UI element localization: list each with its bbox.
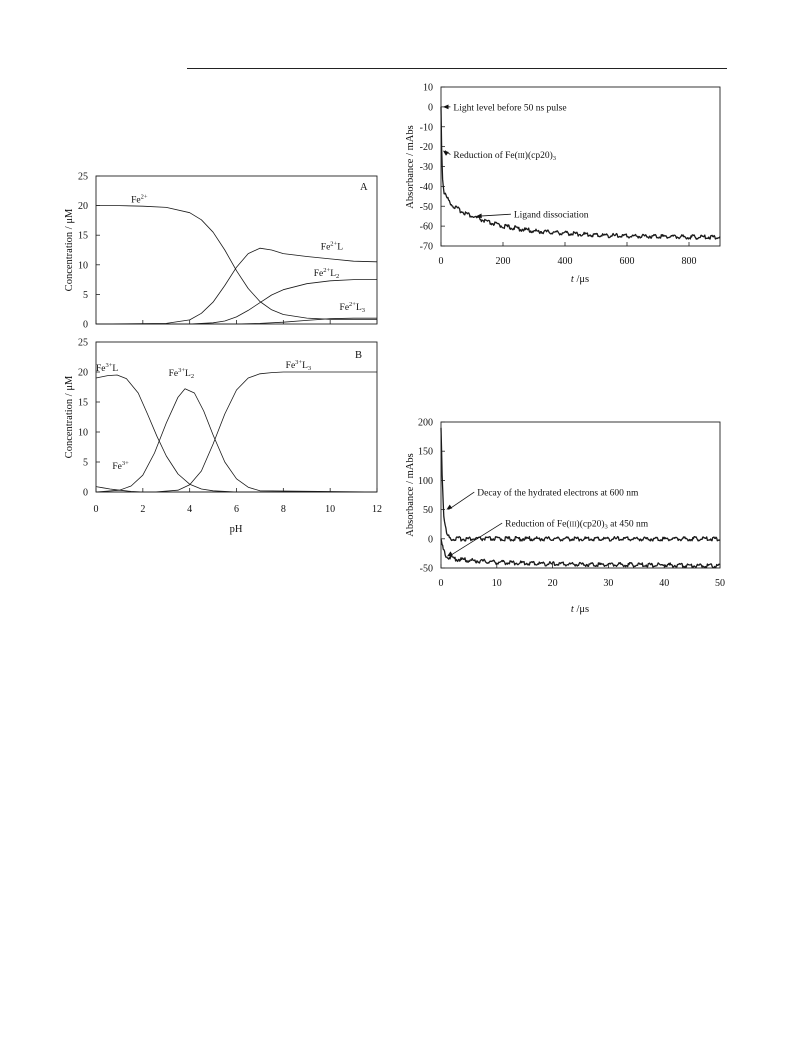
x-tick-label: 30 (603, 578, 614, 589)
panel-letter: B (355, 350, 363, 361)
y-tick-label: 5 (83, 289, 88, 301)
y-tick-label: 20 (78, 201, 88, 213)
y-tick-label: 50 (423, 505, 433, 517)
y-tick-label: -10 (419, 122, 433, 134)
annotation-label: Ligand dissociation (513, 210, 589, 221)
series-label: $Fe^{3+}L_2$ (168, 367, 195, 381)
annotation-arrow-line (448, 492, 474, 510)
y-tick-label: 150 (418, 446, 433, 458)
y-tick-label: 15 (78, 230, 88, 242)
series-line-4 (96, 372, 377, 492)
x-tick-label: 6 (234, 504, 239, 515)
x-tick-label: 8 (280, 504, 286, 515)
y-axis-title: Absorbance / mAbs (405, 453, 416, 537)
y-axis-title: Concentration / μM (64, 208, 75, 292)
x-tick-label: 12 (372, 504, 382, 515)
series-line-2 (96, 375, 377, 492)
series-label: $Fe^{2+}L$ (320, 240, 344, 253)
series-label: $Fe^{2+}$ (131, 193, 148, 206)
y-tick-label: 10 (78, 427, 88, 439)
y-tick-label: 25 (78, 337, 88, 349)
x-tick-label: 200 (495, 256, 511, 267)
y-tick-label: -20 (419, 142, 433, 154)
series-label: $Fe^{3+}L$ (96, 361, 119, 374)
plot-frame (96, 342, 377, 492)
chart-panel-1 (64, 172, 377, 331)
x-tick-label: 2 (140, 504, 146, 515)
x-tick-label: 0 (93, 504, 99, 515)
y-tick-label: 100 (418, 475, 433, 487)
x-tick-label: 400 (557, 256, 573, 267)
annotation-arrow-line (478, 214, 511, 216)
x-tick-label: 4 (187, 504, 193, 515)
y-tick-label: 15 (78, 397, 88, 409)
y-tick-label: 0 (428, 102, 433, 114)
y-tick-label: -50 (419, 201, 433, 213)
y-tick-label: -30 (419, 162, 433, 173)
y-tick-label: 10 (78, 260, 88, 272)
y-tick-label: -40 (419, 181, 433, 193)
chart-panel-2 (64, 338, 382, 536)
y-tick-label: 0 (83, 487, 88, 499)
y-tick-label: -50 (419, 563, 433, 575)
annotation-arrow-head (443, 151, 449, 156)
y-tick-label: -60 (419, 221, 433, 233)
series-line-3 (96, 389, 377, 492)
x-tick-label: 800 (681, 256, 697, 267)
x-tick-label: 50 (715, 578, 725, 589)
x-tick-label: 10 (325, 504, 336, 515)
y-tick-label: 20 (78, 367, 88, 379)
chart-panel-4 (405, 418, 725, 616)
y-tick-label: 5 (83, 457, 88, 469)
panel-letter: A (360, 182, 368, 193)
x-tick-label: 0 (438, 256, 444, 267)
annotation-label: Reduction of $Fe(III)(cp20)_3$ (453, 151, 557, 163)
x-axis-title: pH (229, 524, 243, 535)
series-line-2 (96, 248, 377, 324)
x-tick-label: 600 (619, 256, 635, 267)
x-axis-title: t /μs (570, 274, 590, 285)
annotation-arrow-head (446, 505, 452, 510)
annotation-label: Light level before 50 ns pulse (453, 103, 567, 114)
y-tick-label: 200 (418, 417, 433, 429)
y-tick-label: 10 (423, 82, 433, 94)
y-tick-label: 25 (78, 171, 88, 183)
series-line-2 (441, 539, 720, 568)
series-label: $Fe^{3+}$ (112, 460, 129, 473)
y-axis-title: Absorbance / mAbs (405, 125, 416, 209)
series-label: $Fe^{3+}L_3$ (285, 358, 312, 372)
x-axis-title: t /μs (570, 604, 590, 615)
chart-panel-3 (405, 83, 720, 286)
series-label: $Fe^{2+}L_3$ (339, 300, 366, 314)
y-tick-label: 0 (83, 319, 88, 331)
y-tick-label: 0 (428, 534, 433, 546)
annotation-label: Reduction of $Fe(III)(cp20)_3$ at 450 nm (505, 519, 649, 531)
x-tick-label: 40 (659, 578, 670, 589)
annotation-label: Decay of the hydrated electrons at 600 nm (477, 488, 639, 499)
x-tick-label: 20 (547, 578, 558, 589)
y-axis-title: Concentration / μM (64, 375, 75, 459)
x-tick-label: 10 (491, 578, 502, 589)
series-label: $Fe^{2+}L_2$ (313, 267, 340, 281)
series-line-3 (96, 280, 377, 324)
series-line-1 (96, 206, 377, 320)
x-tick-label: 0 (438, 578, 444, 589)
annotation-arrow-head (443, 105, 449, 110)
y-tick-label: -70 (419, 241, 433, 253)
